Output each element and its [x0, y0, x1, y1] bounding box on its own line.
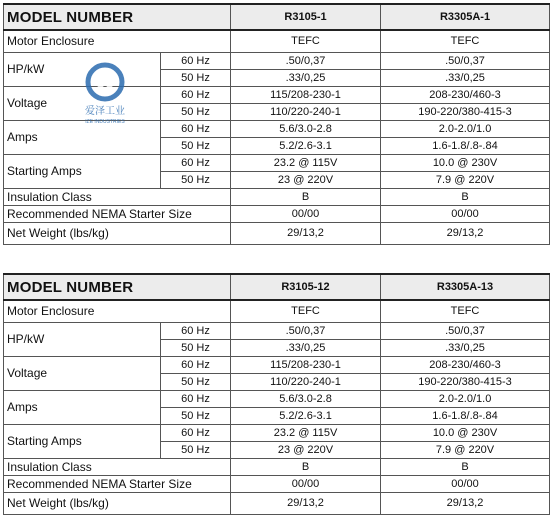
model-number-title: MODEL NUMBER	[4, 4, 231, 30]
cell-value: 1.6-1.8/.8-.84	[381, 408, 550, 425]
table-row	[4, 189, 550, 206]
freq-label: 60 Hz	[161, 391, 231, 408]
header-row	[4, 274, 550, 300]
row-label: Voltage	[4, 87, 161, 121]
cell-value: 10.0 @ 230V	[381, 155, 550, 172]
cell-value: B	[381, 459, 550, 476]
cell-value: 110/220-240-1	[231, 374, 381, 391]
table-row	[4, 459, 550, 476]
cell-value: 190-220/380-415-3	[381, 104, 550, 121]
table-row	[4, 391, 550, 408]
cell-value: .33/0,25	[231, 340, 381, 357]
cell-value: .33/0,25	[231, 70, 381, 87]
cell-value: 2.0-2.0/1.0	[381, 121, 550, 138]
freq-label: 50 Hz	[161, 340, 231, 357]
table-row	[4, 223, 550, 245]
row-label: Insulation Class	[4, 189, 231, 206]
freq-label: 50 Hz	[161, 104, 231, 121]
cell-value: 115/208-230-1	[231, 357, 381, 374]
cell-value: 23 @ 220V	[231, 442, 381, 459]
table-row	[4, 357, 550, 374]
freq-label: 60 Hz	[161, 87, 231, 104]
row-label: Net Weight (lbs/kg)	[4, 493, 231, 515]
row-label: Voltage	[4, 357, 161, 391]
cell-value: 29/13,2	[231, 493, 381, 515]
row-label: Insulation Class	[4, 459, 231, 476]
cell-value: 23.2 @ 115V	[231, 425, 381, 442]
freq-label: 60 Hz	[161, 121, 231, 138]
model-name: R3305A-13	[381, 274, 550, 300]
cell-value: 5.2/2.6-3.1	[231, 138, 381, 155]
cell-value: 208-230/460-3	[381, 357, 550, 374]
model-name: R3105-12	[231, 274, 381, 300]
row-label: Recommended NEMA Starter Size	[4, 206, 231, 223]
cell-value: TEFC	[381, 300, 550, 323]
freq-label: 60 Hz	[161, 155, 231, 172]
row-label: HP/kW	[4, 53, 161, 87]
cell-value: 00/00	[381, 206, 550, 223]
cell-value: 00/00	[231, 476, 381, 493]
cell-value: 7.9 @ 220V	[381, 442, 550, 459]
cell-value: 115/208-230-1	[231, 87, 381, 104]
row-label: Starting Amps	[4, 425, 161, 459]
model-name: R3105-1	[231, 4, 381, 30]
row-label: Motor Enclosure	[4, 300, 231, 323]
freq-label: 60 Hz	[161, 323, 231, 340]
table-row	[4, 121, 550, 138]
cell-value: 1.6-1.8/.8-.84	[381, 138, 550, 155]
freq-label: 50 Hz	[161, 172, 231, 189]
cell-value: 10.0 @ 230V	[381, 425, 550, 442]
cell-value: 5.6/3.0-2.8	[231, 391, 381, 408]
row-label: Recommended NEMA Starter Size	[4, 476, 231, 493]
cell-value: .33/0,25	[381, 340, 550, 357]
table-row	[4, 206, 550, 223]
cell-value: .50/0,37	[381, 53, 550, 70]
freq-label: 50 Hz	[161, 374, 231, 391]
table-row	[4, 323, 550, 340]
table-row	[4, 493, 550, 515]
cell-value: .50/0,37	[381, 323, 550, 340]
model-number-title: MODEL NUMBER	[4, 274, 231, 300]
cell-value: TEFC	[231, 300, 381, 323]
cell-value: 23 @ 220V	[231, 172, 381, 189]
table-row	[4, 53, 550, 70]
freq-label: 50 Hz	[161, 70, 231, 87]
header-row	[4, 4, 550, 30]
cell-value: 29/13,2	[381, 223, 550, 245]
freq-label: 50 Hz	[161, 442, 231, 459]
freq-label: 60 Hz	[161, 425, 231, 442]
cell-value: 110/220-240-1	[231, 104, 381, 121]
row-label: Amps	[4, 121, 161, 155]
row-label: Amps	[4, 391, 161, 425]
table-row	[4, 155, 550, 172]
freq-label: 50 Hz	[161, 408, 231, 425]
row-label: HP/kW	[4, 323, 161, 357]
cell-value: TEFC	[381, 30, 550, 53]
model-name: R3305A-1	[381, 4, 550, 30]
logo-en-text: IZE INDUSTRIES	[85, 119, 125, 125]
cell-value: 208-230/460-3	[381, 87, 550, 104]
cell-value: B	[231, 189, 381, 206]
cell-value: .50/0,37	[231, 53, 381, 70]
cell-value: 190-220/380-415-3	[381, 374, 550, 391]
freq-label: 60 Hz	[161, 53, 231, 70]
cell-value: B	[231, 459, 381, 476]
table-row	[4, 30, 550, 53]
row-label: Starting Amps	[4, 155, 161, 189]
cell-value: 00/00	[231, 206, 381, 223]
row-label: Motor Enclosure	[4, 30, 231, 53]
table-row	[4, 425, 550, 442]
spec-table-2	[3, 273, 550, 515]
freq-label: 50 Hz	[161, 138, 231, 155]
cell-value: 23.2 @ 115V	[231, 155, 381, 172]
cell-value: 00/00	[381, 476, 550, 493]
table-row	[4, 87, 550, 104]
cell-value: .33/0,25	[381, 70, 550, 87]
table-row	[4, 476, 550, 493]
logo-cn-text: 爱泽工业	[85, 106, 125, 117]
cell-value: 29/13,2	[231, 223, 381, 245]
spec-table-1	[3, 3, 550, 245]
cell-value: .50/0,37	[231, 323, 381, 340]
cell-value: 7.9 @ 220V	[381, 172, 550, 189]
cell-value: 5.6/3.0-2.8	[231, 121, 381, 138]
cell-value: 29/13,2	[381, 493, 550, 515]
cell-value: 2.0-2.0/1.0	[381, 391, 550, 408]
table-row	[4, 300, 550, 323]
row-label: Net Weight (lbs/kg)	[4, 223, 231, 245]
cell-value: B	[381, 189, 550, 206]
freq-label: 60 Hz	[161, 357, 231, 374]
cell-value: 5.2/2.6-3.1	[231, 408, 381, 425]
cell-value: TEFC	[231, 30, 381, 53]
